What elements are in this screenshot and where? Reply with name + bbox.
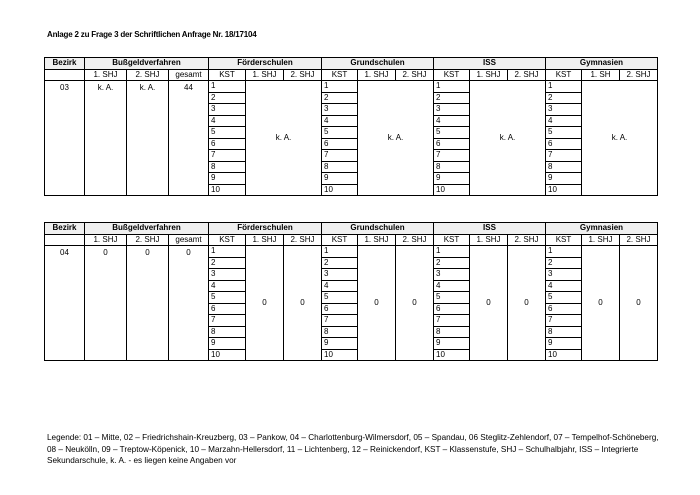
subheader-shj2: 2. SHJ [620,234,658,246]
kst-cell: 3 [434,269,470,281]
kst-cell: 1 [546,81,582,93]
kst-cell: 1 [209,246,246,258]
kst-cell: 8 [209,326,246,338]
kst-cell: 8 [434,161,470,173]
bussgeld-shj2-value: k. A. [127,81,169,196]
kst-cell: 6 [322,138,358,150]
iss-header: ISS [434,58,546,70]
grund-value: k. A. [358,81,434,196]
kst-cell: 4 [434,280,470,292]
kst-cell: 5 [546,292,582,304]
kst-cell: 4 [209,280,246,292]
kst-cell: 1 [546,246,582,258]
kst-cell: 7 [546,315,582,327]
subheader-shj1: 1. SHJ [246,69,284,81]
kst-cell: 2 [546,92,582,104]
kst-cell: 5 [322,127,358,139]
kst-cell: 7 [434,150,470,162]
bezirk-value: 04 [45,246,85,361]
kst-cell: 5 [322,292,358,304]
foerder-shj2-value: 0 [284,246,322,361]
kst-cell: 8 [546,326,582,338]
kst-cell: 1 [322,81,358,93]
kst-cell: 10 [209,184,246,196]
kst-cell: 3 [434,104,470,116]
kst-cell: 10 [434,349,470,361]
iss-value: k. A. [470,81,546,196]
kst-cell: 10 [546,349,582,361]
kst-cell: 3 [209,104,246,116]
gymnasien-header: Gymnasien [546,223,658,235]
bezirk-header: Bezirk [45,58,85,70]
subheader-shj1: 1. SHJ [358,69,396,81]
subheader-kst: KST [209,69,246,81]
subheader-kst: KST [209,234,246,246]
subheader-shj2: 2. SHJ [127,234,169,246]
kst-cell: 7 [209,150,246,162]
kst-cell: 3 [546,104,582,116]
subheader-shj2: 2. SHJ [127,69,169,81]
subheader-shj2: 2. SHJ [284,69,322,81]
gym-value: k. A. [582,81,658,196]
iss-header: ISS [434,223,546,235]
kst-cell: 4 [209,115,246,127]
kst-cell: 8 [546,161,582,173]
subheader-shj2: 2. SHJ [396,234,434,246]
gym-shj2-value: 0 [620,246,658,361]
kst-cell: 9 [209,338,246,350]
iss-shj1-value: 0 [470,246,508,361]
kst-cell: 4 [322,280,358,292]
kst-cell: 7 [546,150,582,162]
bussgeld-gesamt-value: 44 [169,81,209,196]
kst-cell: 3 [322,269,358,281]
bussgeld-header: Bußgeldverfahren [85,223,209,235]
grundschulen-header: Grundschulen [322,223,434,235]
subheader-kst: KST [546,234,582,246]
kst-cell: 9 [434,338,470,350]
kst-cell: 6 [546,303,582,315]
kst-cell: 2 [434,257,470,269]
document-title: Anlage 2 zu Frage 3 der Schriftlichen Anfrage Nr. 18/17104 [47,30,257,39]
bussgeld-shj2-value: 0 [127,246,169,361]
kst-cell: 7 [322,150,358,162]
kst-cell: 2 [546,257,582,269]
subheader-shj2: 2. SHJ [396,69,434,81]
kst-cell: 1 [322,246,358,258]
subheader-shj1: 1. SHJ [470,234,508,246]
kst-cell: 10 [322,184,358,196]
kst-cell: 4 [322,115,358,127]
kst-cell: 2 [209,257,246,269]
kst-cell: 9 [209,173,246,185]
iss-shj2-value: 0 [508,246,546,361]
bezirk-header: Bezirk [45,223,85,235]
kst-cell: 9 [434,173,470,185]
foerder-value: k. A. [246,81,322,196]
kst-cell: 2 [322,92,358,104]
kst-cell: 10 [434,184,470,196]
subheader-kst: KST [322,69,358,81]
subheader-shj1: 1. SHJ [85,69,127,81]
kst-cell: 6 [209,138,246,150]
kst-cell: 6 [322,303,358,315]
subheader-kst: KST [434,234,470,246]
kst-cell: 9 [546,338,582,350]
kst-cell: 2 [322,257,358,269]
kst-cell: 8 [209,161,246,173]
kst-cell: 8 [322,326,358,338]
foerder-shj1-value: 0 [246,246,284,361]
kst-cell: 7 [209,315,246,327]
kst-cell: 5 [546,127,582,139]
kst-cell: 5 [434,292,470,304]
grundschulen-header: Grundschulen [322,58,434,70]
kst-cell: 9 [546,173,582,185]
subheader-shj1: 1. SHJ [358,234,396,246]
bezirk-value: 03 [45,81,85,196]
subheader-shj1: 1. SHJ [246,234,284,246]
kst-cell: 3 [209,269,246,281]
grund-shj1-value: 0 [358,246,396,361]
subheader-gesamt: gesamt [169,69,209,81]
foerderschulen-header: Förderschulen [209,223,322,235]
foerderschulen-header: Förderschulen [209,58,322,70]
subheader-shj1: 1. SH [582,69,620,81]
grund-shj2-value: 0 [396,246,434,361]
gymnasien-header: Gymnasien [546,58,658,70]
subheader-shj2: 2. SHJ [620,69,658,81]
kst-cell: 8 [434,326,470,338]
legend-text: Legende: 01 – Mitte, 02 – Friedrichshain-Kreuzberg, 03 – Pankow, 04 – Charlottenburg-Wilmersdorf, 05 – Spandau, 06 Steglitz-Zehlendorf, 07 – Tempelhof-Schöneberg, 08 – Neukölln, 09 – Treptow-Köpenick, 10 – Marzahn-Hellersdorf, 11 – Lichtenberg, 12 – Reinickendorf, KST – Klassenstufe, SHJ – Schulhalbjahr, ISS – Integrierte Sekundarschule, k. A. - es liegen keine Angaben vor [47,433,659,465]
kst-cell: 5 [209,127,246,139]
subheader-shj1: 1. SHJ [85,234,127,246]
kst-cell: 6 [546,138,582,150]
kst-cell: 10 [209,349,246,361]
kst-cell: 4 [434,115,470,127]
kst-cell: 1 [434,81,470,93]
bussgeld-header: Bußgeldverfahren [85,58,209,70]
kst-cell: 5 [209,292,246,304]
kst-cell: 4 [546,280,582,292]
kst-cell: 9 [322,173,358,185]
subheader-kst: KST [546,69,582,81]
subheader-shj2: 2. SHJ [508,234,546,246]
kst-cell: 6 [434,303,470,315]
subheader-shj2: 2. SHJ [508,69,546,81]
kst-cell: 4 [546,115,582,127]
kst-cell: 3 [546,269,582,281]
kst-cell: 1 [434,246,470,258]
empty-subheader [45,69,85,81]
bussgeld-gesamt-value: 0 [169,246,209,361]
kst-cell: 3 [322,104,358,116]
gym-shj1-value: 0 [582,246,620,361]
kst-cell: 2 [209,92,246,104]
subheader-kst: KST [434,69,470,81]
table-bezirk-03 [44,57,658,196]
table-bezirk-04 [44,222,658,361]
bussgeld-shj1-value: 0 [85,246,127,361]
subheader-shj1: 1. SHJ [582,234,620,246]
kst-cell: 1 [209,81,246,93]
kst-cell: 9 [322,338,358,350]
subheader-shj1: 1. SHJ [470,69,508,81]
subheader-gesamt: gesamt [169,234,209,246]
empty-subheader [45,234,85,246]
kst-cell: 8 [322,161,358,173]
kst-cell: 5 [434,127,470,139]
kst-cell: 7 [322,315,358,327]
kst-cell: 10 [546,184,582,196]
kst-cell: 6 [209,303,246,315]
bussgeld-shj1-value: k. A. [85,81,127,196]
kst-cell: 2 [434,92,470,104]
subheader-kst: KST [322,234,358,246]
subheader-shj2: 2. SHJ [284,234,322,246]
kst-cell: 10 [322,349,358,361]
kst-cell: 6 [434,138,470,150]
kst-cell: 7 [434,315,470,327]
